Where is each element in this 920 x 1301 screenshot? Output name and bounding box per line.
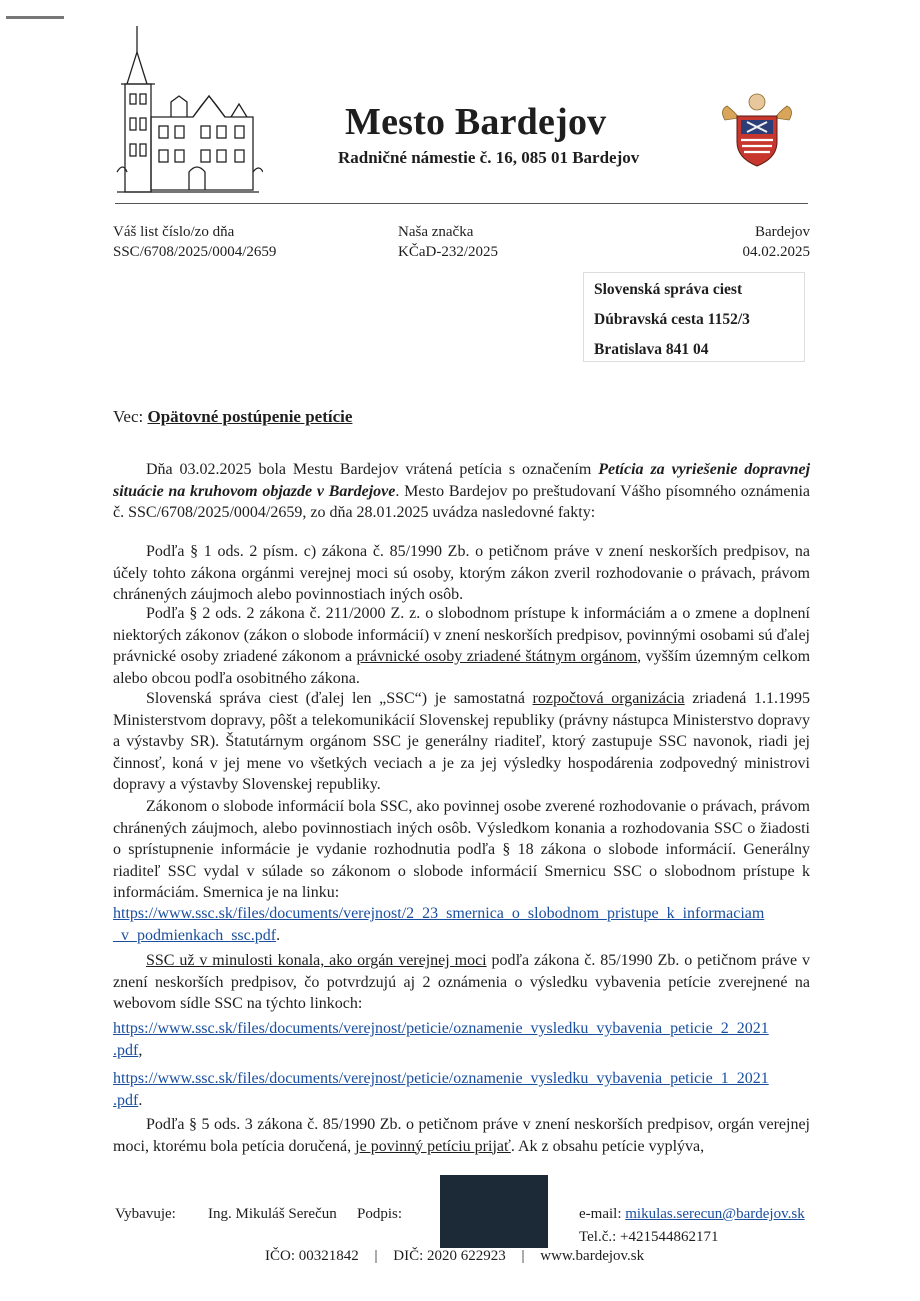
email-label: e-mail: [579,1206,622,1222]
separator-2: | [521,1248,525,1264]
p2-text: Podľa § 1 ods. 2 písm. c) zákona č. 85/1990 Zb. o petičnom práve v znení neskorších predpisov, na účely tohto zákona orgánmi verejnej moci sú osoby, ktorým zákon zveril rozhodovanie o právach, právom chránených záujmoch alebo povinnostiach iných osôb. [113,543,810,603]
dic: DIČ: 2020 622923 [393,1248,506,1264]
link-1-block [113,903,810,946]
paragraph-3 [113,603,810,689]
link2-end: , [138,1041,143,1059]
p1-text-c: . Mesto Bardejov po preštudovaní Vášho písomného oznámenia č. SSC/6708/2025/0004/2659, zo dňa 28.01.2025 uvádza nasledovné fakty: [113,482,811,521]
p6-text-b: podľa zákona č. 85/1990 Zb. o petičnom práve v znení neskorších predpisov, čo potvrdzujú aj 2 oznámenia o výsledku vybavenia petície zverejnené na webovom sídle SSC na týchto linkoch: [113,952,811,1012]
petition-title: Petícia za vyriešenie dopravnej situácie na kruhovom objazde v Bardejove [113,461,811,500]
smernica-link-cont[interactable]: _v_podmienkach_ssc.pdf [113,926,277,944]
petition-1-2021-link[interactable]: https://www.ssc.sk/files/documents/verejnost/peticie/oznamenie_vysledku_vybavenia_peticie_1_2021 [113,1070,769,1087]
paragraph-4 [113,688,810,796]
our-reference-block [398,222,498,262]
our-reference-value: KČaD-232/2025 [398,244,498,260]
scan-artifact [6,16,64,19]
paragraph-2 [113,541,810,606]
p7-text-a: Podľa § 5 ods. 3 zákona č. 85/1990 Zb. o petičnom práve v znení neskorších predpisov, orgán verejnej moci, ktorému bola petícia doručená, [113,1116,810,1155]
website[interactable]: www.bardejov.sk [540,1248,645,1264]
email-link[interactable]: mikulas.serecun@bardejov.sk [625,1206,805,1222]
petition-1-2021-link-cont[interactable]: .pdf [113,1091,139,1109]
p3-underlined: právnické osoby zriadené štátnym orgánom [356,648,638,665]
smernica-link[interactable]: https://www.ssc.sk/files/documents/verejnost/2_23_smernica_o_slobodnom_pristupe_k_informaciam [113,905,765,922]
signature-redaction [440,1175,548,1248]
place-date-block [700,222,810,262]
p3-text-a: Podľa § 2 ods. 2 zákona č. 211/2000 Z. z. o slobodnom prístupe k informáciám a o zmene a doplnení niektorých zákonov (zákon o slobode informácií) v znení neskorších predpisov, povinnými osobami sú ďalej právnické osoby zriadené zákonom a [113,605,810,665]
p4-text-c: zriadená 1.1.1995 Ministerstvom dopravy, pôšt a telekomunikácií Slovenskej republiky (právny nástupca Ministerstvo dopravy a výstavby SR). Štatutárnym orgánom SSC je generálny riaditeľ, ktorý zastupuje SSC navonok, riadi jej činnosť, koná v jej mene vo všetkých veciach a je za jej výsledky hospodárenia zodpovedný ministrovi dopravy a výstavby Slovenskej republiky. [113,690,810,793]
ico: IČO: 00321842 [265,1248,359,1264]
signature-label: Podpis: [357,1206,403,1222]
subject-label: Vec: [113,407,144,426]
date: 04.02.2025 [742,244,810,260]
your-letter-label: Váš list číslo/zo dňa [113,224,235,240]
recipient-name: Slovenská správa ciest [594,281,743,298]
link-2-block [113,1018,810,1061]
link1-end: . [276,926,281,944]
town-hall-drawing-icon [113,22,263,202]
recipient-address [583,272,805,362]
link3-end: . [138,1091,143,1109]
separator-1: | [374,1248,378,1264]
p7-underlined: je povinný petíciu prijať [355,1137,511,1155]
paragraph-5 [113,796,810,904]
email-line [579,1206,805,1223]
subject-line [113,407,352,427]
p7-text-c: . Ak z obsahu petície vyplýva, [510,1137,705,1155]
link-3-block [113,1068,810,1111]
our-reference-label: Naša značka [398,224,474,240]
paragraph-6 [113,950,810,1015]
petition-2-2021-link[interactable]: https://www.ssc.sk/files/documents/verejnost/peticie/oznamenie_vysledku_vybavenia_peticie_2_2021 [113,1020,769,1037]
your-letter-value: SSC/6708/2025/0004/2659 [113,244,277,260]
p6-underlined: SSC už v minulosti konala, ako orgán verejnej moci [146,952,487,969]
p5-text: Zákonom o slobode informácií bola SSC, ako povinnej osobe zverené rozhodovanie o právach, právom chránených záujmoch, alebo povinnostiach iných osôb. Výsledkom konania a rozhodovania SSC o žiadosti o sprístupnenie informácie je vydanie rozhodnutia podľa § 18 zákona o slobode informácií. Generálny riaditeľ SSC vydal v súlade so zákonom o slobode informácií Smernicu SSC o slobodnom prístupe k informáciám. Smernica je na linku: [113,798,810,901]
p3-text-c: , vyšším územným celkom alebo obcou podľa osobitného zákona. [113,648,811,687]
recipient-street: Dúbravská cesta 1152/3 [594,311,750,328]
recipient-city: Bratislava 841 04 [594,341,709,358]
paragraph-7 [113,1114,810,1157]
city-address: Radničné námestie č. 16, 085 01 Bardejov [338,148,640,167]
city-title: Mesto Bardejov [345,101,607,143]
petition-2-2021-link-cont[interactable]: .pdf [113,1041,139,1059]
coat-of-arms-icon [717,88,797,173]
p1-text-a: Dňa 03.02.2025 bola Mestu Bardejov vrátená petícia s označením [146,461,599,478]
phone: Tel.č.: +421544862171 [579,1229,719,1245]
footer-ids [265,1248,644,1265]
p4-text-a: Slovenská správa ciest (ďalej len „SSC“) je samostatná [146,690,533,707]
paragraph-1 [113,459,810,524]
your-letter-block [113,222,276,262]
header-divider [115,203,808,204]
subject-text: Opätovné postúpenie petície [147,407,353,426]
place: Bardejov [755,224,810,240]
p4-underlined: rozpočtová organizácia [532,690,685,707]
handler-name: Ing. Mikuláš Serečun [208,1206,337,1222]
handler-label: Vybavuje: [115,1206,176,1222]
